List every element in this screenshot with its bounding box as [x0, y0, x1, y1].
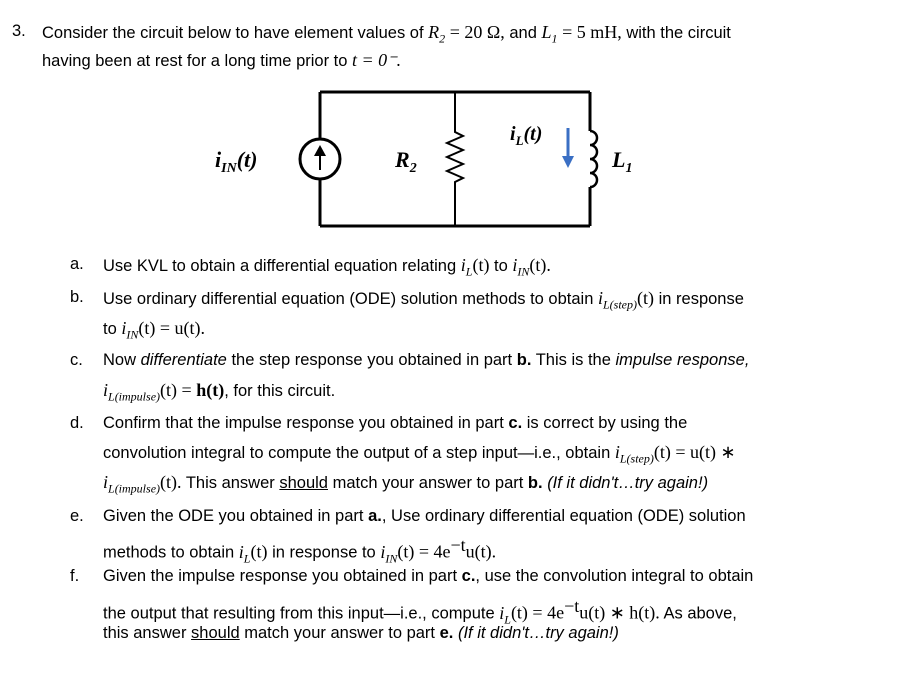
part-e-text-line2: methods to obtain $i_L(t)$ in response to $i_{IN}(t) = 4e^{-t}u(t)$.: [103, 535, 497, 566]
source-arrow-icon: [314, 145, 326, 156]
part-e-text-line1: Given the ODE you obtained in part a., Use ordinary differential equation (ODE) solution: [103, 507, 746, 525]
part-c-text-line2: $i_{L(impulse)}(t) = h(t)$, for this circuit.: [103, 380, 336, 404]
resistor-r2: [447, 92, 463, 226]
circuit-diagram: [0, 0, 899, 260]
part-f-label: f.: [70, 567, 80, 585]
part-a-label: a.: [70, 255, 84, 273]
part-d-text-line2: convolution integral to compute the output of a step input—i.e., obtain $i_{L(step)}(t) = u(t)$ ∗: [103, 442, 736, 466]
part-b-text-line1: Use ordinary differential equation (ODE) solution methods to obtain $i_{L(step)}(t)$ in response: [103, 288, 744, 312]
part-e-label: e.: [70, 507, 84, 525]
inductor-l1: [590, 131, 597, 187]
part-b-label: b.: [70, 288, 84, 306]
part-f-text-line1: Given the impulse response you obtained in part c., use the convolution integral to obtain: [103, 567, 754, 585]
part-c-label: c.: [70, 351, 83, 369]
part-f-text-line2: the output that resulting from this input—i.e., compute $i_L(t) = 4e^{-t}u(t)$ ∗ h(t). As above,: [103, 596, 737, 627]
question-number: 3.: [12, 22, 26, 40]
part-c-text-line1: Now differentiate the step response you obtained in part b. This is the impulse response,: [103, 351, 750, 369]
question-stem-line1: Consider the circuit below to have element values of $R_2 = 20$ Ω, and $L_1 = 5$ mH, with the circuit: [42, 22, 731, 46]
part-d-text-line1: Confirm that the impulse response you obtained in part c. is correct by using the: [103, 414, 688, 432]
current-label: $i_L(t)$: [510, 123, 543, 148]
part-b-text-line2: to $i_{IN}(t) = u(t)$.: [103, 318, 206, 342]
part-a-text: Use KVL to obtain a differential equation relating $i_L(t)$ to $i_{IN}(t)$.: [103, 255, 551, 279]
source-label: $i_{IN}(t)$: [215, 147, 258, 176]
iL-arrow-icon: [562, 156, 574, 168]
part-f-text-line3: this answer should match your answer to part e. (If it didn't…try again!): [103, 624, 619, 642]
resistor-label: $R_2$: [395, 147, 417, 176]
part-d-label: d.: [70, 414, 84, 432]
question-stem-line2: having been at rest for a long time prior to t = 0⁻.: [42, 50, 402, 70]
part-d-text-line3: $i_{L(impulse)}(t)$. This answer should match your answer to part b. (If it didn't…try again!): [103, 472, 709, 496]
inductor-label: $L_1$: [612, 147, 633, 176]
